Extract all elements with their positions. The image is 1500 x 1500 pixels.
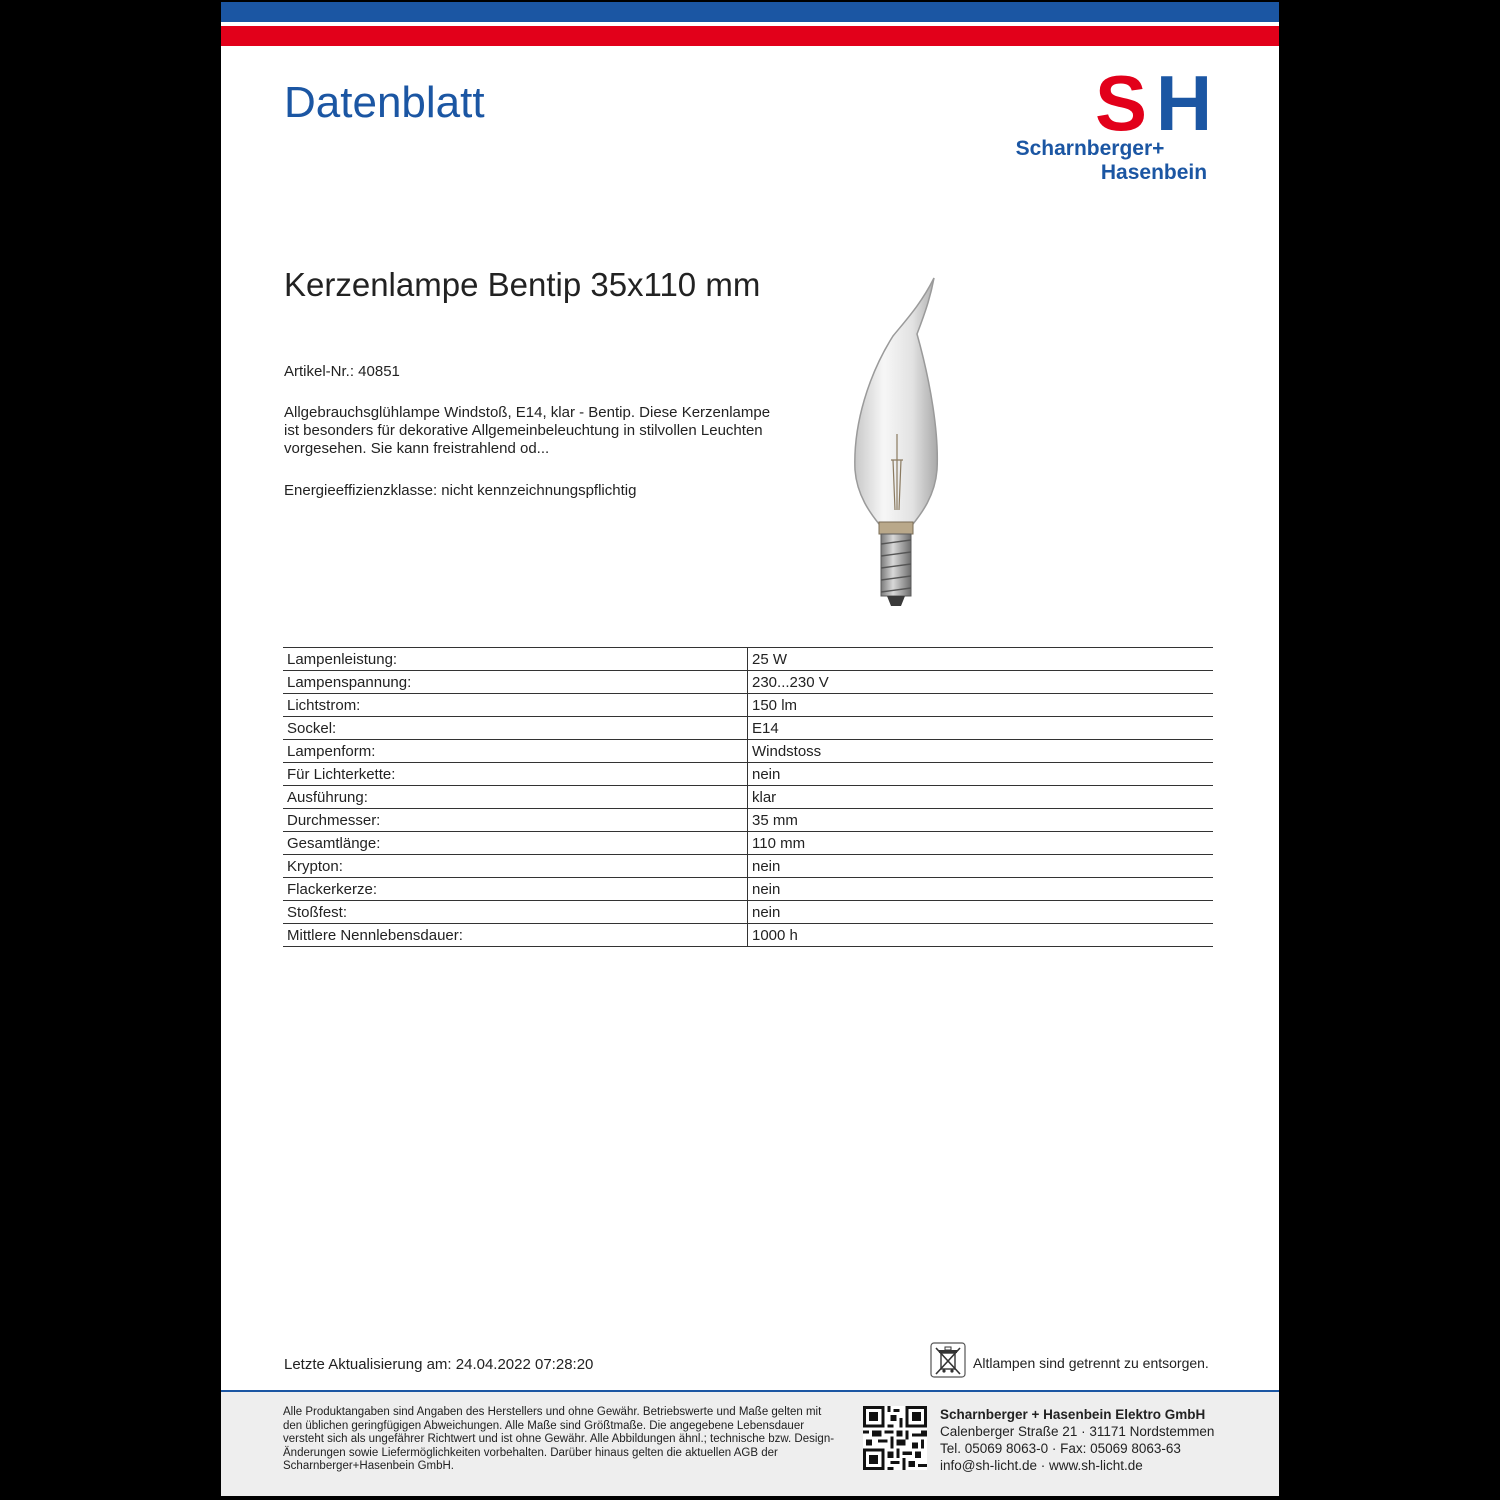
- spec-value: klar: [748, 786, 1214, 809]
- spec-label: Ausführung:: [283, 786, 748, 809]
- spec-label: Für Lichterkette:: [283, 763, 748, 786]
- spec-value: nein: [748, 901, 1214, 924]
- spec-row: [283, 763, 1213, 786]
- spec-label: Lampenspannung:: [283, 671, 748, 694]
- spec-row: [283, 648, 1213, 671]
- svg-text:H: H: [1155, 68, 1213, 147]
- footer: [221, 1390, 1279, 1496]
- spec-value: nein: [748, 855, 1214, 878]
- company-web[interactable]: info@sh-licht.de · www.sh-licht.de: [940, 1458, 1143, 1473]
- spec-value: nein: [748, 763, 1214, 786]
- company-phone: Tel. 05069 8063-0 · Fax: 05069 8063-63: [940, 1441, 1181, 1456]
- spec-value: Windstoss: [748, 740, 1214, 763]
- spec-value: 1000 h: [748, 924, 1214, 947]
- spec-label: Krypton:: [283, 855, 748, 878]
- spec-label: Mittlere Nennlebensdauer:: [283, 924, 748, 947]
- product-description: Allgebrauchsglühlampe Windstoß, E14, klar - Bentip. Diese Kerzenlampe ist besonders für dekorative Allgemeinbeleuchtung in stilvollen Leuchten vorgesehen. Sie kann freistrahlend od...: [284, 404, 771, 457]
- top-stripe-blue: [221, 2, 1279, 22]
- spec-value: nein: [748, 878, 1214, 901]
- top-stripe-red: [221, 26, 1279, 46]
- energy-class: Energieeffizienzklasse: nicht kennzeichnungspflichtig: [284, 482, 637, 499]
- crossed-bin-icon: [930, 1342, 966, 1378]
- spec-row: [283, 740, 1213, 763]
- spec-label: Gesamtlänge:: [283, 832, 748, 855]
- spec-value: 230...230 V: [748, 671, 1214, 694]
- spec-row: [283, 878, 1213, 901]
- spec-label: Lampenform:: [283, 740, 748, 763]
- spec-row: [283, 901, 1213, 924]
- spec-label: Stoßfest:: [283, 901, 748, 924]
- spec-value: 110 mm: [748, 832, 1214, 855]
- spec-label: Lampenleistung:: [283, 648, 748, 671]
- svg-text:S: S: [1094, 68, 1148, 147]
- spec-value: E14: [748, 717, 1214, 740]
- spec-label: Lichtstrom:: [283, 694, 748, 717]
- company-contact: [940, 1406, 1214, 1474]
- spec-label: Sockel:: [283, 717, 748, 740]
- spec-row: [283, 717, 1213, 740]
- qr-code-icon[interactable]: [863, 1406, 927, 1470]
- footer-disclaimer: Alle Produktangaben sind Angaben des Herstellers und ohne Gewähr. Betriebswerte und Maße gelten mit den üblichen geringfügigen Abweichungen. Alle Maße sind Größtmaße. Die angegebene Lebensdauer versteht sich als ungefährer Richtwert und ist ohne Gewähr. Alle Abbildungen ähnl.; technische bzw. Design-Änderungen sowie Liefermöglichkeiten vorbehalten. Darüber hinaus gelten die aktuellen AGB der Scharnberger+Hasenbein GmbH.: [283, 1406, 835, 1473]
- logo-text-line1: Scharnberger+: [1015, 137, 1165, 160]
- company-name: Scharnberger + Hasenbein Elektro GmbH: [940, 1407, 1206, 1422]
- spec-row: [283, 786, 1213, 809]
- spec-value: 25 W: [748, 648, 1214, 671]
- spec-row: [283, 832, 1213, 855]
- article-number: Artikel-Nr.: 40851: [284, 363, 400, 380]
- spec-label: Flackerkerze:: [283, 878, 748, 901]
- logo-text-line2: Hasenbein: [1100, 161, 1208, 184]
- spec-row: [283, 694, 1213, 717]
- company-logo: [979, 68, 1219, 188]
- spec-value: 35 mm: [748, 809, 1214, 832]
- last-updated: Letzte Aktualisierung am: 24.04.2022 07:28:20: [284, 1356, 594, 1373]
- spec-row: [283, 924, 1213, 947]
- spec-row: [283, 671, 1213, 694]
- spec-value: 150 lm: [748, 694, 1214, 717]
- spec-row: [283, 809, 1213, 832]
- product-title: Kerzenlampe Bentip 35x110 mm: [284, 266, 761, 303]
- spec-label: Durchmesser:: [283, 809, 748, 832]
- candle-bulb-icon: [851, 274, 941, 610]
- document-title: Datenblatt: [284, 78, 485, 127]
- recycling-note: Altlampen sind getrennt zu entsorgen.: [973, 1355, 1209, 1371]
- spec-row: [283, 855, 1213, 878]
- specs-table: [283, 647, 1213, 947]
- datasheet-page: [221, 2, 1279, 1496]
- company-address: Calenberger Straße 21 · 31171 Nordstemmen: [940, 1424, 1215, 1439]
